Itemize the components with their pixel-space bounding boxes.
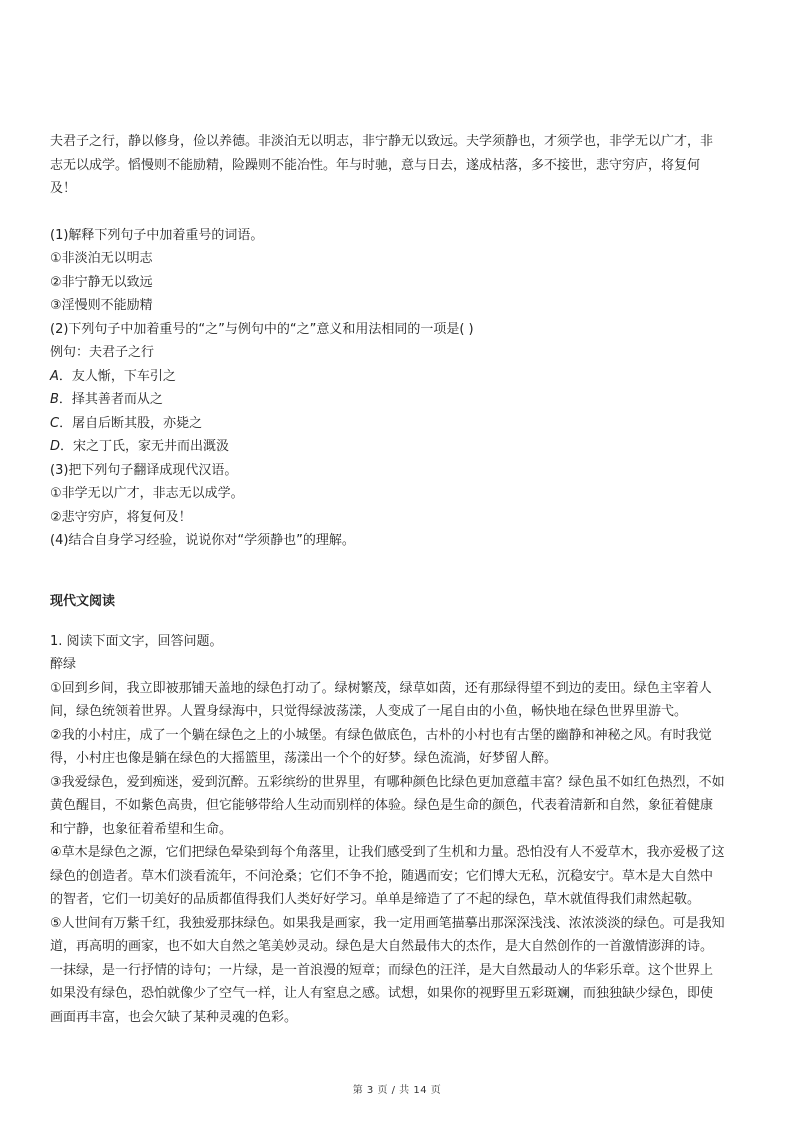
article-title: 醉绿 bbox=[50, 657, 77, 672]
question-4-title: (4)结合自身学习经验，说说你对“学须静也”的理解。 bbox=[50, 533, 355, 548]
question-intro: 1. 阅读下面文字，回答问题。 bbox=[50, 633, 223, 649]
article-line: 道，再高明的画家，也不如大自然之笔美妙灵动。绿色是大自然最伟大的杰作，是大自然创作的一首激情澎湃的诗。 bbox=[50, 939, 714, 954]
passage-line: 及！ bbox=[50, 181, 77, 196]
option-text: ．屠自后断其股，亦毙之 bbox=[59, 415, 203, 431]
article-line: ⑤人世间有万紫千红，我独爱那抹绿色。如果我是画家，我一定用画笔描摹出那深深浅浅、浓浓淡淡的绿色。可是我知 bbox=[50, 915, 725, 931]
option-letter: C bbox=[50, 415, 60, 431]
question-2-example: 例句：夫君子之行 bbox=[50, 345, 155, 360]
passage-line: 志无以成学。慆慢则不能励精，险躁则不能冶性。年与时驰，意与日去，遂成枯落，多不接世，悲守穷庐，将复何 bbox=[50, 157, 701, 173]
article-line: ④草木是绿色之源，它们把绿色晕染到每个角落里，让我们感受到了生机和力量。恐怕没有人不爱草木，我亦爱极了这 bbox=[50, 845, 725, 860]
article-line: 如果没有绿色，恐怕就像少了空气一样，让人有窒息之感。试想，如果你的视野里五彩斑斓，而独独缺少绿色，即使 bbox=[50, 986, 714, 1001]
question-3-title: (3)把下列句子翻译成现代汉语。 bbox=[50, 462, 238, 478]
article-line: 绿色的创造者。草木们淡看流年，不问沧桑；它们不争不抢，随遇而安；它们博大无私，沉稳安宁。草木是大自然中 bbox=[50, 868, 714, 884]
question-3-item: ①非学无以广才，非志无以成学。 bbox=[50, 486, 244, 501]
article-line: 一抹绿，是一行抒情的诗句；一片绿，是一首浪漫的短章；而绿色的汪洋，是大自然最动人的华彩乐章。这个世界上 bbox=[50, 962, 714, 978]
option-letter: D bbox=[50, 439, 61, 454]
article-line: 得，小村庄也像是躺在绿色的大摇篮里，荡漾出一个个的好梦。绿色流淌，好梦留人醉。 bbox=[50, 751, 558, 766]
option-c bbox=[50, 412, 750, 436]
article-line: 画面再丰富，也会欠缺了某种灵魂的色彩。 bbox=[50, 1009, 298, 1025]
article-line: ③我爱绿色，爱到痴迷，爱到沉醉。五彩缤纷的世界里，有哪种颜色比绿色更加意蕴丰富？绿色虽不如红色热烈，不如 bbox=[50, 774, 725, 790]
option-letter: B bbox=[50, 392, 59, 407]
question-3-item: ②悲守穷庐，将复何及！ bbox=[50, 509, 192, 525]
option-letter: A bbox=[50, 368, 59, 384]
article-line: 黄色醒目，不如紫色高贵，但它能够带给人生动而别样的体验。绿色是生命的颜色，代表着清新和自然，象征着健康 bbox=[50, 798, 714, 813]
option-a bbox=[50, 365, 750, 389]
option-text: ．友人惭，下车引之 bbox=[58, 368, 176, 384]
option-text: ．宋之丁氏，家无井而出溉汲 bbox=[60, 439, 230, 454]
question-2-title: (2)下列句子中加着重号的“之”与例句中的“之”意义和用法相同的一项是( ) bbox=[50, 321, 474, 337]
question-list bbox=[50, 224, 750, 553]
question-1-item: ②非宁静无以致远 bbox=[50, 274, 153, 290]
article-line: 的智者，它们一切美好的品质都值得我们人类好好学习。单单是缔造了了不起的绿色，草木就值得我们肃然起敬。 bbox=[50, 892, 701, 907]
page-content bbox=[50, 130, 750, 1029]
page-footer: 第 3 页 / 共 14 页 bbox=[352, 1085, 442, 1096]
passage-line: 夫君子之行，静以修身，俭以养德。非淡泊无以明志，非宁静无以致远。夫学须静也，才须学也，非学无以广才，非 bbox=[50, 134, 714, 149]
option-text: ．择其善者而从之 bbox=[58, 392, 163, 407]
modern-reading bbox=[50, 630, 750, 1030]
option-d bbox=[50, 435, 750, 459]
passage-classical bbox=[50, 130, 750, 201]
question-1-item: ①非淡泊无以明志 bbox=[50, 251, 153, 266]
article-line: 间，绿色统领着世界。人置身绿海中，只觉得绿波荡漾，人变成了一尾自由的小鱼，畅快地在绿色世界里游弋。 bbox=[50, 704, 688, 719]
question-1-title: (1)解释下列句子中加着重号的词语。 bbox=[50, 227, 264, 243]
article-line: ①回到乡间，我立即被那铺天盖地的绿色打动了。绿树繁茂，绿草如茵，还有那绿得望不到边的麦田。绿色主宰着人 bbox=[50, 680, 712, 696]
article-line: 和宁静，也象征着希望和生命。 bbox=[50, 821, 233, 837]
question-1-item: ③淫慢则不能励精 bbox=[50, 298, 153, 313]
option-b bbox=[50, 388, 750, 412]
article-line: ②我的小村庄，成了一个躺在绿色之上的小城堡。有绿色做底色，古朴的小村也有古堡的幽静和神秘之风。有时我觉 bbox=[50, 727, 712, 743]
section-title: 现代文阅读 bbox=[50, 593, 116, 609]
